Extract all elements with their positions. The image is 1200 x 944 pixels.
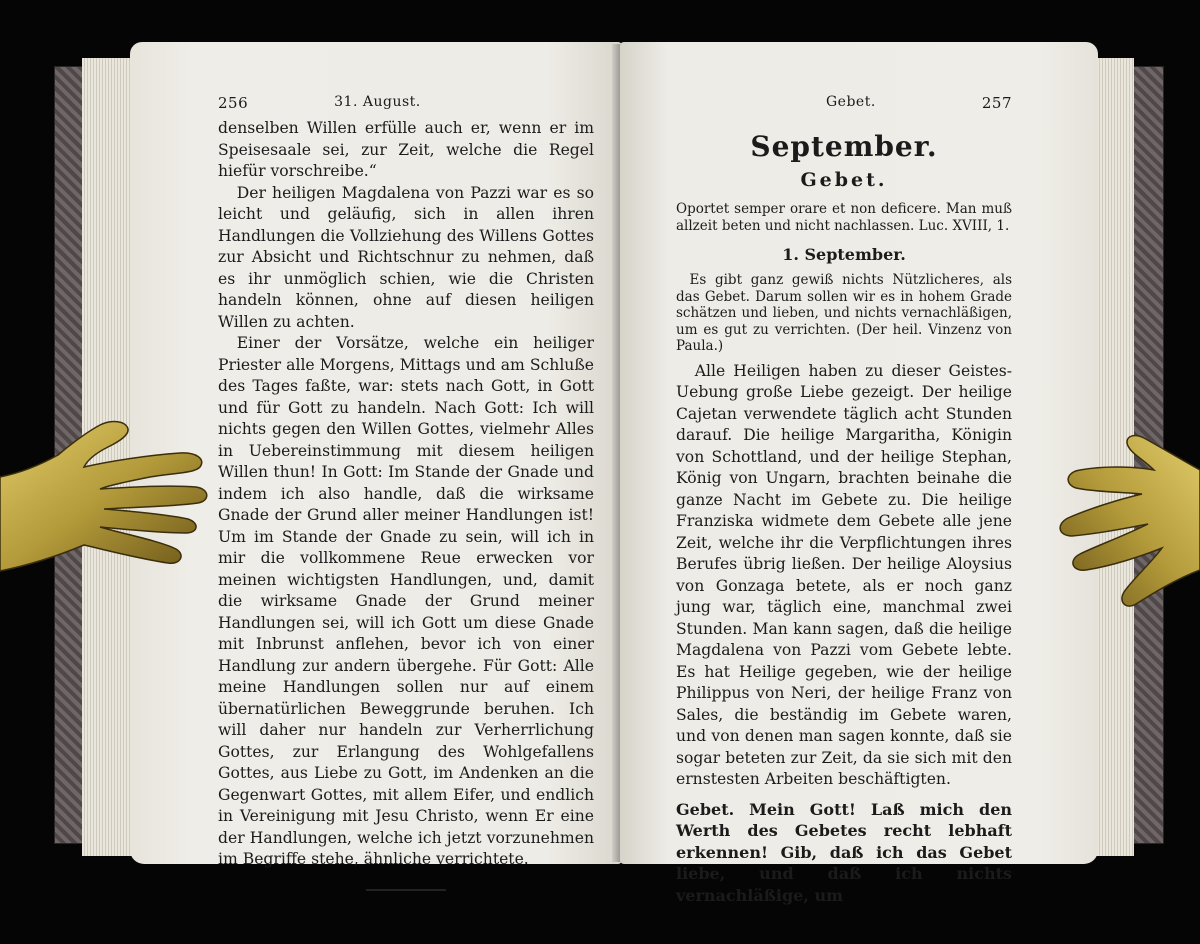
left-brass-hand-icon [0,415,212,590]
date-heading: 1. September. [782,245,906,264]
right-page [620,42,1098,905]
section-divider [366,889,446,891]
paragraph: Einer der Vorsätze, welche ein heiliger Priester alle Morgens, Mittags und am Schluße des Tages faßte, war: stets nach Gott, in Gott und für Gott zu handeln. Nach Gott: Ich will nichts gegen den Willen Gottes, vielmehr Alles in Uebereinstimmung mit diesem heiligen Willen thun! In Gott: Im Stande der Gnade und indem ich also handle, daß die wirksame Gnade der Grund aller meiner Handlungen ist! Um im Stande der Gnade zu sein, will ich in mir die vollkommene Reue erwecken vor meinen wichtigsten Handlungen, und, damit die wirksame Gnade der Grund meiner Handlungen sei, will ich Gott um diese Gnade mit Inbrunst anflehen, bevor ich von einer Handlung zur andern übergehe. Für Gott: Alle meine Handlungen sollen nur auf einem übernatürlichen Beweggrunde beruhen. Ich will daher nur handeln zur Verherrlichung Gottes, zur Erlangung des Wohlgefallens Gottes, aus Liebe zu Gott, im Andenken an die Gegenwart Gottes, mit allem Eifer, und endlich in Vereinigung mit Jesu Christo, wenn Er eine der Handlungen, welche ich jetzt vorzunehmen im Begriffe stehe, ähnliche verrichtete. [218,334,594,868]
right-page-text [676,361,1012,791]
month-title: September. [750,130,938,163]
left-page-text [218,118,594,871]
scripture-motto: Oportet semper orare et non deficere. Man muß allzeit beten und nicht nachlassen. Luc. XVIII, 1. [676,201,1012,234]
paragraph: Alle Heiligen haben zu dieser Geistes-Uebung große Liebe gezeigt. Der heilige Cajetan verwendete täglich acht Stunden darauf. Die heilige Margaritha, Königin von Schottland, und der heilige Stephan, König von Ungarn, brachten beinahe die ganze Nacht im Gebete zu. Die heilige Franziska widmete dem Gebete alle jene Zeit, welche ihr die Verpflichtungen ihres Berufes übrig ließen. Der heilige Aloysius von Gonzaga betete, als er noch ganz jung war, täglich eine, manchmal zwei Stunden. Man kann sagen, daß die heilige Magdalena von Pazzi vom Gebete lebte. Es hat Heilige gegeben, wie der heilige Philippus von Neri, der heilige Franz von Sales, die beständig im Gebete waren, und von denen man sagen konnte, daß sie sogar beteten zur Zeit, da sie sich mit den ernstesten Arbeiten beschäftigten. [676,361,1012,788]
running-head: 31. August. [334,94,421,110]
right-page-header [676,94,1012,112]
prayer-text: Gebet. Mein Gott! Laß mich den Werth des Gebetes recht lebhaft erkennen! Gib, daß ich das Gebet liebe, und daß ich nichts vernachläßige, um [676,799,1012,905]
section-title: Gebet. [800,169,888,191]
page-number: 256 [218,94,249,112]
left-page-header [218,94,594,112]
paragraph: denselben Willen erfülle auch er, wenn er im Speisesaale sei, zur Zeit, welche die Regel hiefür vorschreibe.“ [218,119,594,180]
saint-quote: Es gibt ganz gewiß nichts Nützlicheres, als das Gebet. Darum sollen wir es in hohem Grade schätzen und lieben, und nichts vernachläßigen, um es gut zu verrichten. (Der heil. Vinzenz von Paula.) [676,272,1012,354]
right-brass-hand-icon [1032,430,1200,640]
page-number: 257 [981,94,1012,112]
paragraph: Der heiligen Magdalena von Pazzi war es so leicht und geläufig, sich in allen ihren Handlungen die Vollziehung des Willens Gottes zur Absicht und Richtschnur zu nehmen, daß es ihr unmöglich schien, wie die Christen handeln können, ohne auf diesen heiligen Willen zu achten. [218,183,594,331]
running-head: Gebet. [826,94,876,110]
